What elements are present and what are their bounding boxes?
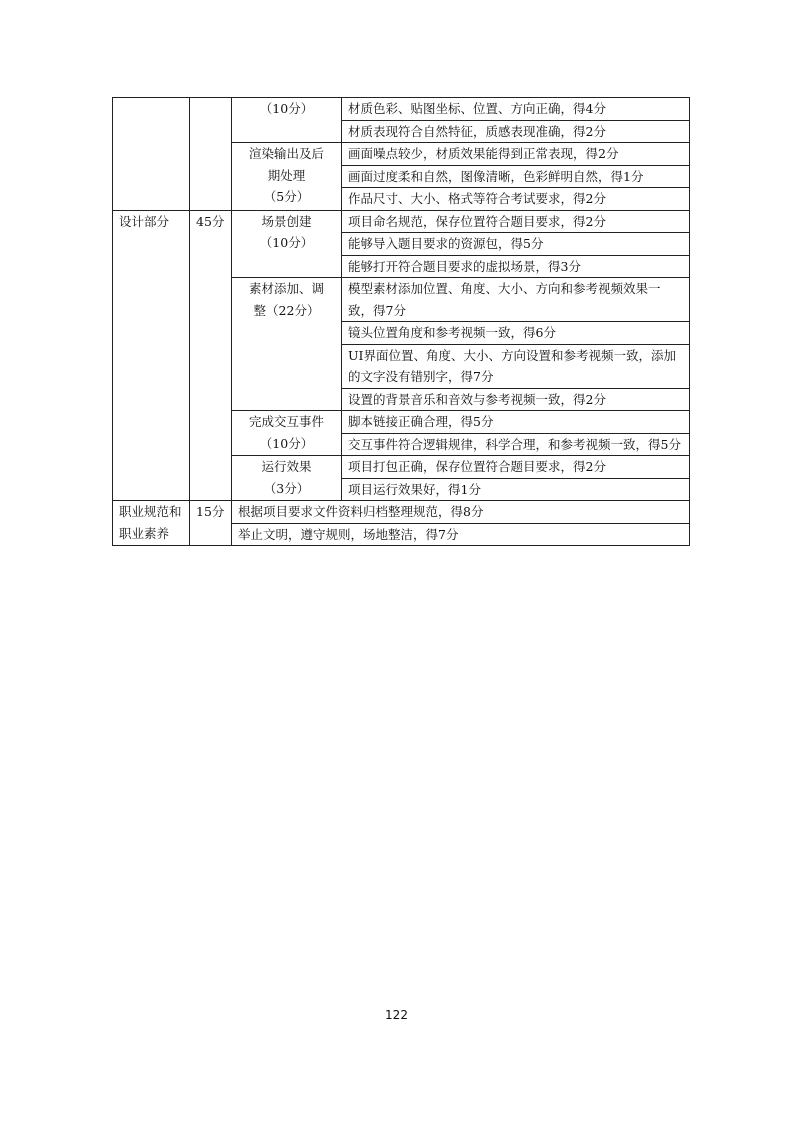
criterion-cell: 项目打包正确，保存位置符合题目要求，得2分 (342, 456, 690, 479)
criterion-cell: 根据项目要求文件资料归档整理规范，得8分 (232, 501, 690, 524)
criterion-cell: 作品尺寸、大小、格式等符合考试要求，得2分 (342, 188, 690, 211)
item-cell: 完成交互事件 （10分） (232, 411, 342, 456)
criterion-cell: 交互事件符合逻辑规律，科学合理，和参考视频一致，得5分 (342, 433, 690, 456)
criterion-cell: 项目命名规范，保存位置符合题目要求，得2分 (342, 210, 690, 233)
table-row (113, 98, 690, 121)
category-cell: 设计部分 (113, 210, 190, 501)
criterion-cell: 举止文明，遵守规则，场地整洁，得7分 (232, 523, 690, 546)
scoring-table (112, 97, 690, 546)
item-cell: 运行效果 （3分） (232, 456, 342, 501)
criterion-cell: 脚本链接正确合理，得5分 (342, 411, 690, 434)
criterion-cell: 项目运行效果好，得1分 (342, 478, 690, 501)
item-cell: 场景创建 （10分） (232, 210, 342, 278)
criterion-cell: 能够打开符合题目要求的虚拟场景，得3分 (342, 255, 690, 278)
item-cell: 渲染输出及后 期处理 （5分） (232, 143, 342, 211)
criterion-cell: 能够导入题目要求的资源包，得5分 (342, 233, 690, 256)
score-cell (190, 98, 232, 211)
table-row (113, 210, 690, 233)
criterion-cell: 镜头位置角度和参考视频一致，得6分 (342, 322, 690, 345)
score-cell: 45分 (190, 210, 232, 501)
criterion-cell: 画面噪点较少，材质效果能得到正常表现，得2分 (342, 143, 690, 166)
criterion-cell: 画面过度柔和自然，图像清晰，色彩鲜明自然，得1分 (342, 165, 690, 188)
criterion-cell: 模型素材添加位置、角度、大小、方向和参考视频效果一致，得7分 (342, 278, 690, 322)
criterion-cell: 设置的背景音乐和音效与参考视频一致，得2分 (342, 388, 690, 411)
criterion-cell: UI界面位置、角度、大小、方向设置和参考视频一致，添加的文字没有错别字，得7分 (342, 344, 690, 388)
category-cell (113, 98, 190, 211)
table-row (113, 501, 690, 524)
item-cell: （10分） (232, 98, 342, 143)
criterion-cell: 材质色彩、贴图坐标、位置、方向正确，得4分 (342, 98, 690, 121)
item-cell: 素材添加、调 整（22分） (232, 278, 342, 411)
category-cell: 职业规范和职业素养 (113, 501, 190, 546)
criterion-cell: 材质表现符合自然特征，质感表现准确，得2分 (342, 120, 690, 143)
score-cell: 15分 (190, 501, 232, 546)
page-number: 122 (385, 1008, 408, 1022)
